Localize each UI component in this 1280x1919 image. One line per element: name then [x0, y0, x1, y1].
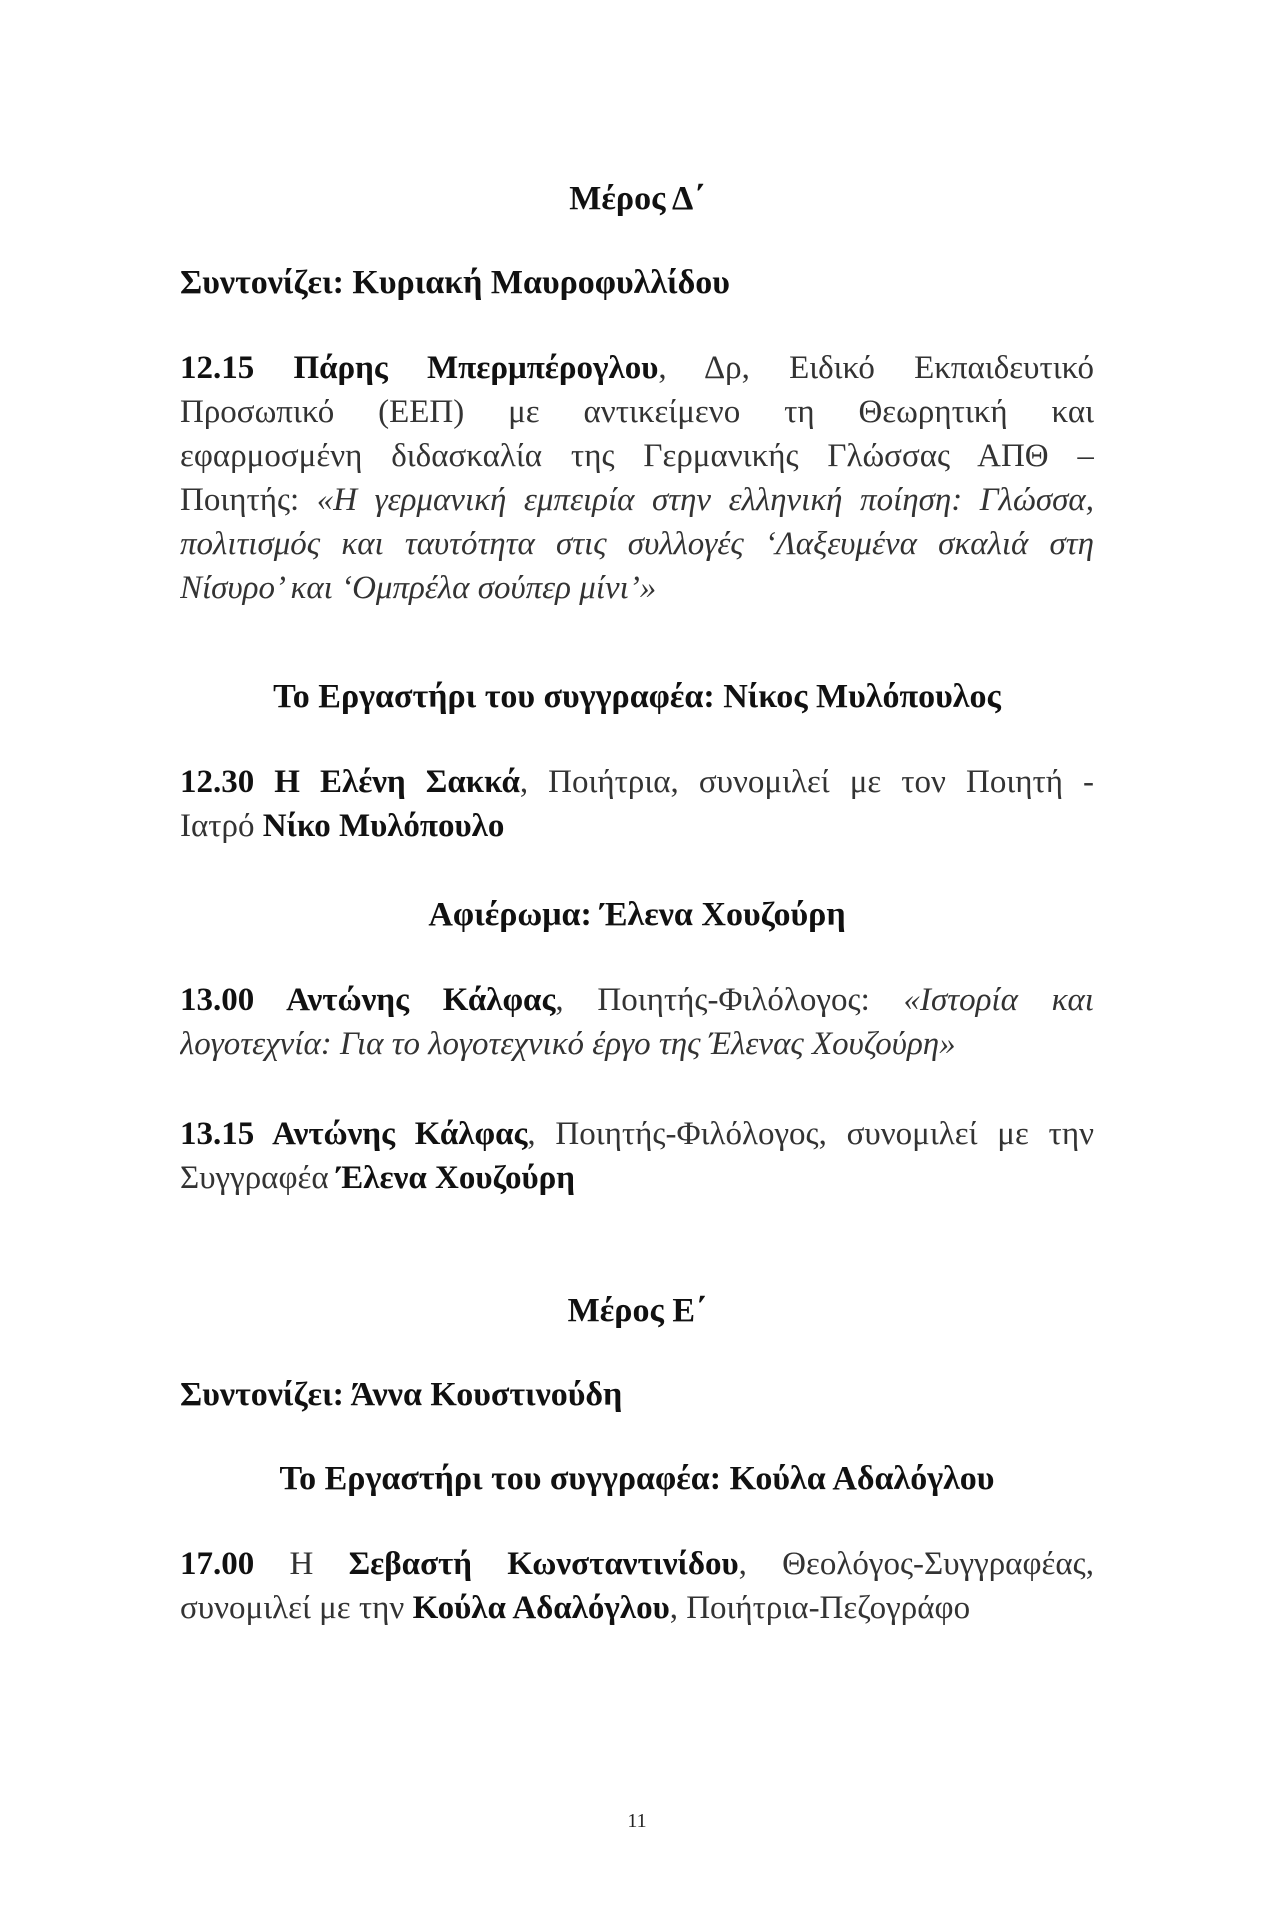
program-item-1315 [180, 1112, 1094, 1200]
item-line [180, 1542, 1094, 1586]
item-line [180, 760, 1094, 804]
tribute-heading: Αφιέρωμα: Έλενα Χουζούρη [428, 896, 846, 933]
talk-title: πολιτισμός και ταυτότητα στις συλλογές ‘Λαξευμένα σκαλιά στη [180, 526, 1094, 562]
speaker-name: Πάρης Μπερμπέρογλου [293, 350, 659, 386]
item-line [180, 804, 1094, 848]
part-d-heading: Μέρος Δ΄ [569, 180, 705, 217]
program-item-1215 [180, 346, 1094, 610]
part-d-moderator: Συντονίζει: Κυριακή Μαυροφυλλίδου [180, 264, 730, 301]
item-line [180, 1586, 1094, 1630]
role-label: Ιατρό [180, 808, 263, 844]
item-line: Προσωπικό (ΕΕΠ) με αντικείμενο τη Θεωρητική και [180, 394, 1094, 430]
item-line: εφαρμοσμένη διδασκαλία της Γερμανικής Γλώσσας ΑΠΘ – [180, 438, 1094, 474]
item-time: 17.00 [180, 1546, 255, 1582]
part-e-moderator: Συντονίζει: Άννα Κουστινούδη [180, 1376, 623, 1413]
connector-text: συνομιλεί με την [180, 1590, 413, 1626]
role-label: Συγγραφέα [180, 1160, 337, 1196]
workshop-heading-mylopoulos: Το Εργαστήρι του συγγραφέα: Νίκος Μυλόπουλος [273, 678, 1001, 715]
speaker-description: , Θεολόγος-Συγγραφέας, [738, 1546, 1094, 1582]
item-time-speaker: 13.15 Αντώνης Κάλφας [180, 1116, 528, 1152]
page-number: 11 [627, 1810, 647, 1832]
speaker-description: , Ποιητής-Φιλόλογος: [555, 982, 904, 1018]
part-e-heading: Μέρος Ε΄ [567, 1292, 707, 1329]
guest-name: Νίκο Μυλόπουλο [262, 808, 505, 844]
document-page [180, 0, 1094, 1919]
program-item-1230 [180, 760, 1094, 848]
item-line [180, 1112, 1094, 1156]
guest-description: , Ποιήτρια-Πεζογράφο [669, 1590, 971, 1626]
article: Η [254, 1546, 349, 1582]
guest-name: Κούλα Αδαλόγλου [412, 1590, 670, 1626]
item-time: 12.15 [180, 350, 255, 386]
talk-title: «Ιστορία και [903, 982, 1094, 1018]
talk-title: «Η γερμανική εμπειρία στην ελληνική ποίηση: Γλώσσα, [316, 482, 1094, 518]
speaker-description: , Ποιήτρια, συνομιλεί με τον Ποιητή - [519, 764, 1094, 800]
role-label: Ποιητής: [180, 482, 317, 518]
item-line [180, 478, 1094, 522]
program-item-1300 [180, 978, 1094, 1066]
talk-title: Νίσυρο’ και ‘Ομπρέλα σούπερ μίνι’» [180, 570, 657, 606]
item-line [180, 1156, 1094, 1200]
item-time-speaker: 13.00 Αντώνης Κάλφας [180, 982, 556, 1018]
talk-title: λογοτεχνία: Για το λογοτεχνικό έργο της Έλενας Χουζούρη» [180, 1026, 956, 1062]
program-item-1700 [180, 1542, 1094, 1630]
workshop-heading-adaloglou: Το Εργαστήρι του συγγραφέα: Κούλα Αδαλόγλου [279, 1460, 995, 1497]
item-line [180, 346, 1094, 390]
speaker-name: Σεβαστή Κωνσταντινίδου [348, 1546, 739, 1582]
speaker-description: , Ποιητής-Φιλόλογος, συνομιλεί με την [527, 1116, 1094, 1152]
item-time-speaker: 12.30 Η Ελένη Σακκά [180, 764, 520, 800]
guest-name: Έλενα Χουζούρη [336, 1160, 575, 1196]
speaker-description: , Δρ, Ειδικό Εκπαιδευτικό [658, 350, 1094, 386]
item-line [180, 978, 1094, 1022]
